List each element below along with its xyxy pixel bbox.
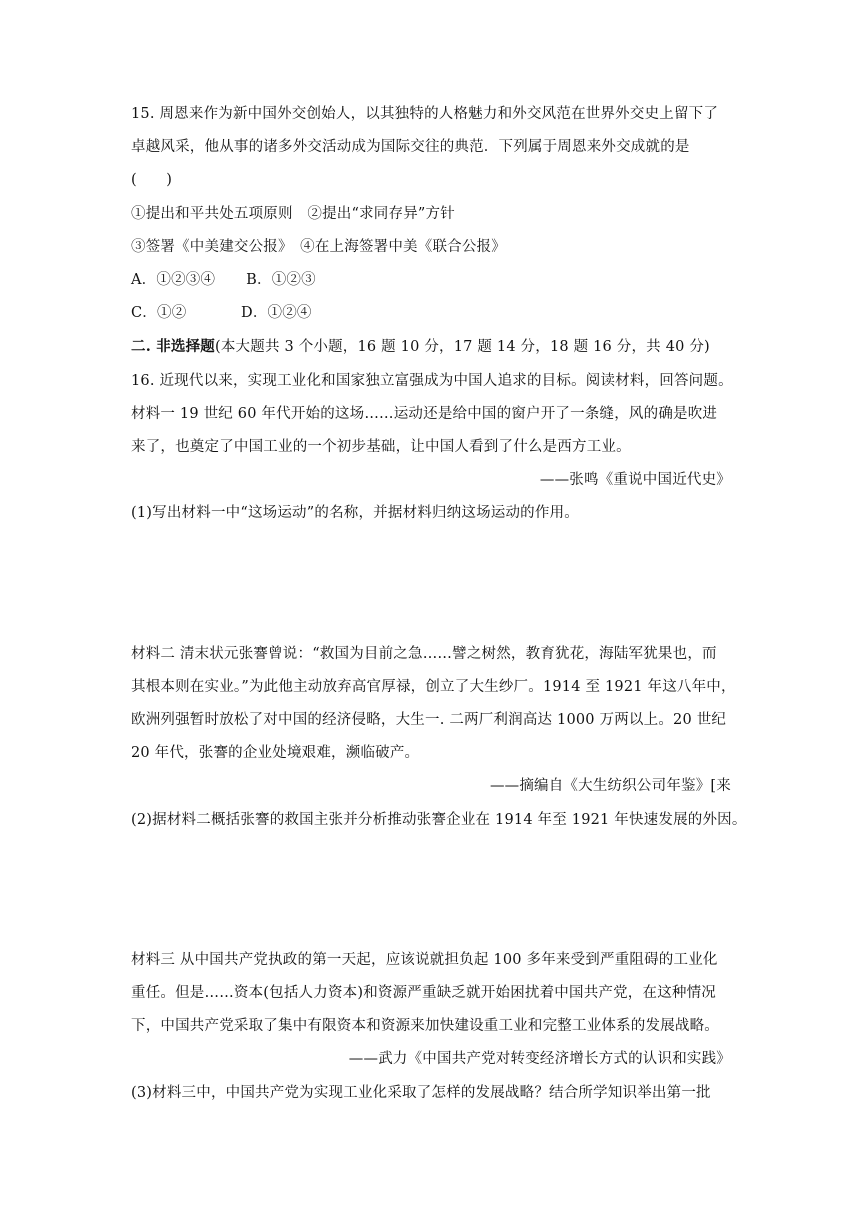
material-2-source: ——摘编自《大生纺织公司年鉴》[来 <box>489 778 731 795</box>
q15-stem-line-1: 15. 周恩来作为新中国外交创始人，以其独特的人格魅力和外交风范在世界外交史上留下了 <box>131 106 719 122</box>
q15-stem-line-2: 卓越风采，他从事的诸多外交活动成为国际交往的典范．下列属于周恩来外交成就的是 <box>131 139 690 156</box>
material-2-line-1: 材料二 清末状元张謇曾说：“救国为目前之急……譬之树然，教育犹花，海陆军犹果也，而 <box>131 645 717 662</box>
material-3-line-1: 材料三 从中国共产党执政的第一天起，应该说就担负起 100 多年来受到严重阻碍的工业化 <box>131 951 718 968</box>
material-2-line-2: 其根本则在实业。”为此他主动放弃高官厚禄，创立了大生纱厂。1914 至 1921 年这八年中， <box>131 678 736 695</box>
q15-item-line-1: ①提出和平共处五项原则 ②提出“求同存异”方针 <box>131 205 455 222</box>
answer-space-2 <box>131 837 731 944</box>
option-d: D．①②④ <box>241 305 312 322</box>
material-3-source: ——武力《中国共产党对转变经济增长方式的认识和实践》 <box>348 1051 731 1068</box>
q15-options-row-1 <box>131 264 731 297</box>
q16-intro: 16. 近现代以来，实现工业化和国家独立富强成为中国人追求的目标。阅读材料，回答问题。 <box>131 372 733 389</box>
exam-page <box>131 98 747 1110</box>
material-3-line-3: 下，中国共产党采取了集中有限资本和资源来加快建设重工业和完整工业体系的发展战略。 <box>131 1018 719 1035</box>
material-1-line-2: 来了，也奠定了中国工业的一个初步基础，让中国人看到了什么是西方工业。 <box>131 439 631 456</box>
material-3-line-2: 重任。但是……资本(包括人力资本)和资源严重缺乏就开始困扰着中国共产党，在这种情况 <box>131 985 717 1002</box>
material-2-line-4: 20 年代，张謇的企业处境艰难，濒临破产。 <box>131 745 420 762</box>
material-1-source: ——张鸣《重说中国近代史》 <box>539 472 731 489</box>
option-a: A．①②③④ <box>131 272 216 289</box>
option-c: C．①② <box>131 305 187 322</box>
option-b: B．①②③ <box>246 272 316 289</box>
sub-question-2: (2)据材料二概括张謇的救国主张并分析推动张謇企业在 1914 年至 1921 年快速发展的外因。 <box>131 811 747 828</box>
section-2-title: 二. 非选择题 <box>131 338 215 356</box>
q15-item-line-2: ③签署《中美建交公报》 ④在上海签署中美《联合公报》 <box>131 238 506 255</box>
question-16 <box>131 365 747 1110</box>
material-1-line-1: 材料一 19 世纪 60 年代开始的这场……运动还是给中国的窗户开了一条缝，风的确是吹进 <box>131 405 718 422</box>
sub-question-3: (3)材料三中，中国共产党为实现工业化采取了怎样的发展战略？结合所学知识举出第一批 <box>131 1084 711 1101</box>
sub-question-1: (1)写出材料一中“这场运动”的名称，并据材料归纳这场运动的作用。 <box>131 505 579 522</box>
section-2-header <box>131 330 731 364</box>
answer-space-1 <box>131 531 731 638</box>
q15-answer-blank: ( ) <box>131 172 173 189</box>
material-2-line-3: 欧洲列强暂时放松了对中国的经济侵略，大生一. 二两厂利润高达 1000 万两以上。20 世纪 <box>131 712 727 729</box>
q15-options-row-2 <box>131 297 731 330</box>
question-15 <box>131 98 731 330</box>
section-2-note: (本大题共 3 个小题，16 题 10 分，17 题 14 分，18 题 16 分，共 40 分) <box>215 339 710 356</box>
